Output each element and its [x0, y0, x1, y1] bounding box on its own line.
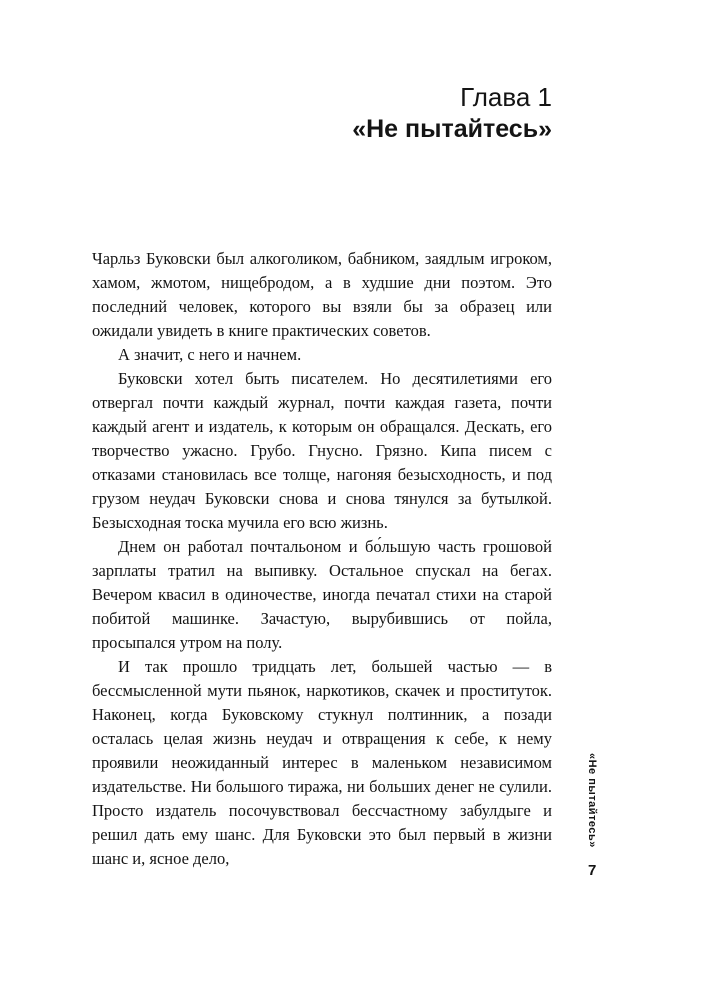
chapter-label: Глава 1: [460, 82, 552, 112]
paragraph-5: И так прошло тридцать лет, большей частью — в бессмысленной мути пьянок, наркотиков, скачек и проституток. Наконец, когда Буковскому стукнул полтинник, а позади осталась целая жизнь неудач и отвращения к себе, к нему проявили неожиданный интерес в маленьком независимом издательстве. Ни большого тиража, ни больших денег не сулили. Просто издатель посочувствовал бессчастному забулдыге и решил дать ему шанс. Для Буковски это был первый в жизни шанс и, ясное дело,: [92, 657, 552, 868]
chapter-title: «Не пытайтесь»: [352, 114, 552, 143]
paragraph-2: А значит, с него и начнем.: [118, 345, 302, 364]
paragraph-3: Буковски хотел быть писателем. Но десятилетиями его отвергал почти каждый журнал, почти каждая газета, почти каждый агент и издатель, к которым он обращался. Дескать, его творчество ужасно. Грубо. Гнусно. Грязно. Кипа писем с отказами становилась все толще, нагоняя безысходность, и под грузом неудач Буковски снова и снова тянулся за бутылкой. Безысходная тоска мучила его всю жизнь.: [92, 369, 552, 532]
body-text: [92, 247, 552, 871]
page-number: 7: [588, 862, 597, 879]
paragraph-1: Чарльз Буковски был алкоголиком, бабником, заядлым игроком, хамом, жмотом, нищебродом, а в худшие дни поэтом. Это последний человек, которого вы взяли бы за образец или ожидали увидеть в книге практических советов.: [92, 249, 552, 340]
paragraph-4: Днем он работал почтальоном и бо́льшую часть грошовой зарплаты тратил на выпивку. Остальное спускал на бегах. Вечером квасил в одиночестве, иногда печатал стихи на старой побитой машинке. Зачастую, вырубившись от пойла, просыпался утром на полу.: [92, 537, 552, 652]
running-header-vertical: «Не пытайтесь»: [586, 753, 598, 848]
chapter-heading: [352, 82, 552, 144]
